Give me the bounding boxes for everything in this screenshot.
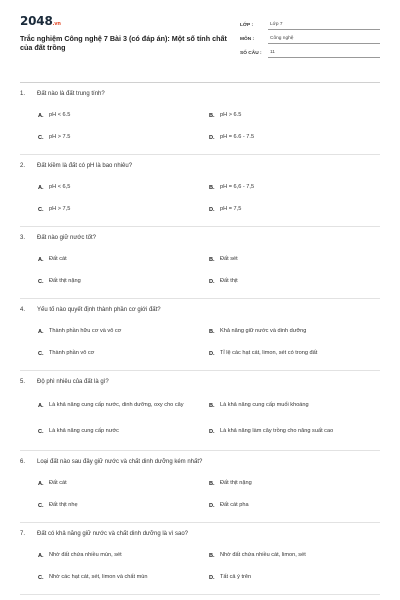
question-prompt: Độ phì nhiêu của đất là gì? <box>37 379 109 385</box>
answer-option-d[interactable] <box>209 343 380 365</box>
question-text <box>20 523 380 545</box>
option-text: Là khả năng làm cây trồng cho năng suất cao <box>220 428 334 435</box>
option-letter: C. <box>38 135 44 141</box>
question-list <box>20 83 380 595</box>
option-letter: A. <box>38 403 44 409</box>
answer-option-a[interactable] <box>38 473 209 495</box>
option-letter: C. <box>38 351 44 357</box>
question-text <box>20 83 380 105</box>
option-text: pH = 6,6 - 7,5 <box>220 184 255 191</box>
option-letter: C. <box>38 207 44 213</box>
option-letter: B. <box>209 481 215 487</box>
question-prompt: Đất kiềm là đất có pH là bao nhiêu? <box>37 163 133 169</box>
option-text: pH < 6,5 <box>49 184 71 191</box>
option-text: pH > 7.5 <box>49 134 71 141</box>
option-letter: A. <box>38 329 44 335</box>
question-4 <box>20 299 380 371</box>
site-logo[interactable] <box>20 14 240 28</box>
option-letter: A. <box>38 257 44 263</box>
option-text: pH = 7,5 <box>220 206 242 213</box>
meta-value: 11 <box>268 50 380 58</box>
question-1 <box>20 83 380 155</box>
answer-option-b[interactable] <box>209 545 380 567</box>
question-number: 1. <box>20 91 26 97</box>
option-letter: B. <box>209 185 215 191</box>
option-text: pH > 6.5 <box>220 112 242 119</box>
question-prompt: Đất nào giữ nước tốt? <box>37 235 96 241</box>
answer-option-c[interactable] <box>38 199 209 221</box>
option-letter: B. <box>209 257 215 263</box>
option-letter: D. <box>209 575 215 581</box>
answer-options <box>20 321 380 365</box>
option-text: Đất thịt nhẹ <box>49 502 78 509</box>
answer-option-c[interactable] <box>38 567 209 589</box>
question-7 <box>20 523 380 595</box>
option-letter: C. <box>38 575 44 581</box>
question-prompt: Loại đất nào sau đây giữ nước và chất dinh dưỡng kém nhất? <box>37 459 203 465</box>
option-letter: A. <box>38 481 44 487</box>
question-5 <box>20 371 380 451</box>
answer-option-b[interactable] <box>209 249 380 271</box>
question-number: 6. <box>20 459 26 465</box>
question-number: 3. <box>20 235 26 241</box>
question-2 <box>20 155 380 227</box>
question-text <box>20 155 380 177</box>
option-text: Nhờ đất chứa nhiều cát, limon, sét <box>220 552 306 559</box>
answer-option-d[interactable] <box>209 271 380 293</box>
logo-suffix: .vn <box>52 21 61 27</box>
option-text: Nhờ các hạt cát, sét, limon và chất mùn <box>49 574 148 581</box>
meta-info <box>240 16 380 74</box>
option-text: pH = 6.6 - 7.5 <box>220 134 255 141</box>
option-letter: D. <box>209 135 215 141</box>
answer-option-d[interactable] <box>209 567 380 589</box>
answer-option-b[interactable] <box>209 321 380 343</box>
meta-row-count <box>240 44 380 58</box>
question-number: 4. <box>20 307 26 313</box>
option-letter: B. <box>209 403 215 409</box>
question-prompt: Yếu tố nào quyết định thành phần cơ giới đất? <box>37 307 161 313</box>
logo-main: 2048 <box>20 14 53 28</box>
answer-option-c[interactable] <box>38 343 209 365</box>
answer-options <box>20 249 380 293</box>
question-text <box>20 299 380 321</box>
option-letter: C. <box>38 503 44 509</box>
document-title: Trắc nghiệm Công nghệ 7 Bài 3 (có đáp án): Một số tính chất của đất trồng <box>20 34 227 52</box>
option-text: Là khả năng cung cấp muối khoáng <box>220 402 309 409</box>
answer-options <box>20 545 380 589</box>
option-letter: A. <box>38 185 44 191</box>
header-left <box>20 14 240 74</box>
answer-option-c[interactable] <box>38 127 209 149</box>
option-text: Đất cát <box>49 480 67 487</box>
option-text: Thành phần hữu cơ và vô cơ <box>49 328 122 335</box>
option-text: Đất thịt nặng <box>49 278 81 285</box>
option-text: Nhờ đất chứa nhiều mùn, sét <box>49 552 122 559</box>
option-letter: D. <box>209 429 215 435</box>
answer-option-a[interactable] <box>38 393 209 419</box>
question-number: 2. <box>20 163 26 169</box>
option-letter: A. <box>38 113 44 119</box>
answer-option-a[interactable] <box>38 545 209 567</box>
answer-option-c[interactable] <box>38 419 209 445</box>
option-letter: D. <box>209 351 215 357</box>
option-letter: B. <box>209 553 215 559</box>
answer-option-b[interactable] <box>209 105 380 127</box>
option-text: Là khả năng cung cấp nước <box>49 428 119 435</box>
meta-label: MÔN : <box>240 37 255 42</box>
answer-option-a[interactable] <box>38 105 209 127</box>
question-prompt: Đất nào là đất trung tính? <box>37 91 105 97</box>
meta-row-class <box>240 16 380 30</box>
option-letter: B. <box>209 113 215 119</box>
question-3 <box>20 227 380 299</box>
answer-option-c[interactable] <box>38 271 209 293</box>
meta-value: Công nghệ <box>268 36 380 44</box>
question-text <box>20 371 380 393</box>
answer-option-d[interactable] <box>209 199 380 221</box>
meta-label: SỐ CÂU : <box>240 51 262 56</box>
meta-value: Lớp 7 <box>268 22 380 30</box>
answer-options <box>20 473 380 517</box>
answer-option-b[interactable] <box>209 393 380 419</box>
option-text: Đất cát <box>49 256 67 263</box>
answer-option-a[interactable] <box>38 177 209 199</box>
option-letter: D. <box>209 207 215 213</box>
meta-label: LỚP : <box>240 23 254 28</box>
option-text: Tất cả ý trên <box>220 574 252 581</box>
answer-option-d[interactable] <box>209 127 380 149</box>
answer-options <box>20 177 380 221</box>
option-text: pH > 7,5 <box>49 206 71 213</box>
answer-option-d[interactable] <box>209 495 380 517</box>
option-text: Đất sét <box>220 256 238 263</box>
option-text: Đất thịt nặng <box>220 480 252 487</box>
option-text: Đất thịt <box>220 278 238 285</box>
option-letter: D. <box>209 503 215 509</box>
answer-option-d[interactable] <box>209 419 380 445</box>
answer-option-a[interactable] <box>38 249 209 271</box>
option-letter: C. <box>38 279 44 285</box>
answer-options <box>20 105 380 149</box>
option-text: Khả năng giữ nước và dinh dưỡng <box>220 328 307 335</box>
question-prompt: Đất có khả năng giữ nước và chất dinh dưỡng là vì sao? <box>37 531 189 537</box>
option-letter: D. <box>209 279 215 285</box>
option-text: pH < 6.5 <box>49 112 71 119</box>
option-letter: C. <box>38 429 44 435</box>
option-text: Đất cát pha <box>220 502 249 509</box>
meta-row-subject <box>240 30 380 44</box>
answer-options <box>20 393 380 445</box>
question-text <box>20 227 380 249</box>
option-text: Thành phần vô cơ <box>49 350 95 357</box>
question-text <box>20 451 380 473</box>
answer-option-a[interactable] <box>38 321 209 343</box>
worksheet-header <box>20 14 380 74</box>
answer-option-c[interactable] <box>38 495 209 517</box>
option-letter: A. <box>38 553 44 559</box>
option-letter: B. <box>209 329 215 335</box>
question-6 <box>20 451 380 523</box>
answer-option-b[interactable] <box>209 473 380 495</box>
option-text: Tỉ lệ các hạt cát, limon, sét có trong đất <box>220 350 318 357</box>
question-number: 5. <box>20 379 26 385</box>
option-text: Là khả năng cung cấp nước, dinh dưỡng, oxy cho cây <box>49 402 184 409</box>
question-number: 7. <box>20 531 26 537</box>
answer-option-b[interactable] <box>209 177 380 199</box>
